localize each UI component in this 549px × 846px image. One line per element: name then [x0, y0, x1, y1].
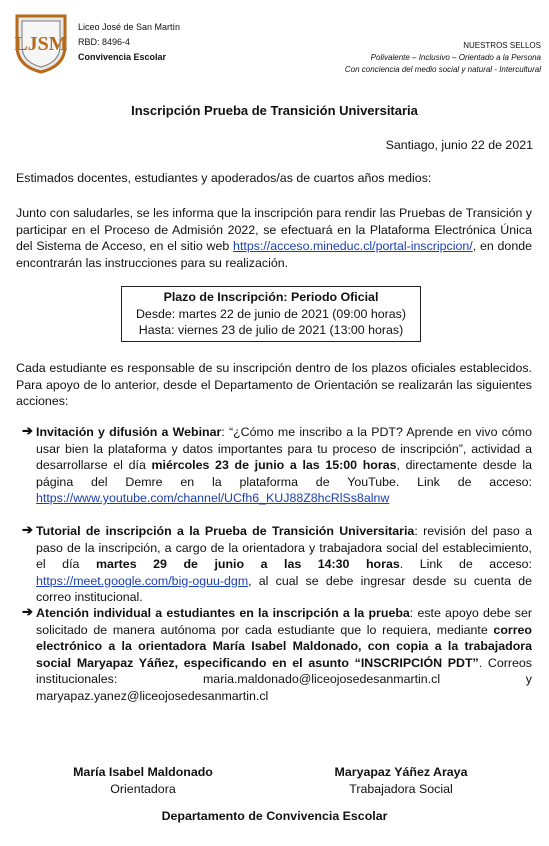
school-name: Liceo José de San Martín: [78, 22, 181, 32]
signer1-role: Orientadora: [110, 781, 176, 796]
deadline-to: Hasta: viernes 23 de julio de 2021 (13:00 horas): [138, 323, 404, 337]
logo-monogram: LJSM: [14, 33, 68, 55]
tutorial-item: Tutorial de inscripción a la Prueba de Transición Universitaria: revisión del paso a paso de la inscripción, a cargo de la orientadora y trabajadora social del establecimiento, el día martes 29 de junio a las 14:30 horas. Link de acceso: https://meet.google.com/big-oguu-dgm, al cual se debe ingresar desde su cuenta de correo institucional.: [36, 524, 532, 604]
signer2-role: Trabajadora Social: [349, 781, 453, 796]
sellos-title: NUESTROS SELLOS: [463, 41, 541, 50]
signer1-name: María Isabel Maldonado: [73, 765, 213, 779]
intro-paragraph: Junto con saludarles, se les informa que la inscripción para rendir las Pruebas de Transición y participar en el Proceso de Admisión 2022, se efectuará en la Plataforma Electrónica Única del Sistema de Acceso, en el sitio web https://acceso.mineduc.cl/portal-inscripcion/, en donde encontrarán las instrucciones para su realización.: [16, 206, 532, 270]
deadline-box: [121, 286, 421, 342]
footer-department: Departamento de Convivencia Escolar: [161, 809, 388, 823]
document-date: Santiago, junio 22 de 2021: [385, 138, 533, 152]
school-dept: Convivencia Escolar: [78, 52, 167, 62]
email-orientadora[interactable]: maria.maldonado@liceojosedesanmartin.cl: [202, 672, 441, 686]
youtube-link[interactable]: https://www.youtube.com/channel/UCfh6_KUJ88Z8hcRlSs8alnw: [36, 491, 390, 505]
arrow-icon: ➔: [22, 423, 33, 438]
sellos-line1: Polivalente – Inclusivo – Orientado a la Persona: [370, 53, 541, 62]
individual-item: Atención individual a estudiantes en la inscripción a la prueba: este apoyo debe ser solicitado de manera autónoma por cada estudiante que lo requiera, mediante correo electrónico a la orientadora María Isabel Maldonado, con copia a la trabajadora social Maryapaz Yáñez, especificando en el asunto “INSCRIPCIÓN PDT”. Correos institucionales: maria.maldonado@liceojosedesanmartin.cl y maryapaz.yanez@liceojosedesanmartin.cl: [36, 606, 532, 703]
arrow-icon: ➔: [22, 522, 33, 537]
school-logo: [14, 12, 68, 74]
email-trabajadora[interactable]: maryapaz.yanez@liceojosedesanmartin.cl: [36, 688, 269, 703]
meet-link[interactable]: https://meet.google.com/big-oguu-dgm: [36, 573, 249, 588]
responsibility-paragraph: Cada estudiante es responsable de su inscripción dentro de los plazos oficiales establecidos. Para apoyo de lo anterior, desde el Departamento de Orientación se realizarán las siguientes acciones:: [16, 361, 532, 408]
signer2-name: Maryapaz Yáñez Araya: [334, 765, 468, 779]
arrow-icon: ➔: [22, 604, 33, 619]
greeting: Estimados docentes, estudiantes y apoderados/as de cuartos años medios:: [16, 171, 432, 185]
school-rbd: RBD: 8496-4: [78, 37, 131, 47]
document-title: Inscripción Prueba de Transición Universitaria: [131, 103, 418, 118]
sellos-line2: Con conciencia del medio social y natural - Intercultural: [344, 65, 541, 74]
webinar-item: Invitación y difusión a Webinar: “¿Cómo me inscribo a la PDT? Aprende en vivo cómo usar bien la plataforma y datos importantes para tu proceso de inscripción”, actividad a desarrollarse el día miércoles 23 de junio a las 15:00 horas, directamente desde la página del Demre en la plataforma de YouTube. Link de acceso: https://www.youtube.com/channel/UCfh6_KUJ88Z8hcRlSs8alnw: [36, 425, 532, 505]
acceso-link[interactable]: https://acceso.mineduc.cl/portal-inscripcion/: [233, 239, 473, 253]
deadline-title: Plazo de Inscripción: Periodo Oficial: [163, 290, 379, 304]
deadline-from: Desde: martes 22 de junio de 2021 (09:00 horas): [135, 306, 406, 321]
